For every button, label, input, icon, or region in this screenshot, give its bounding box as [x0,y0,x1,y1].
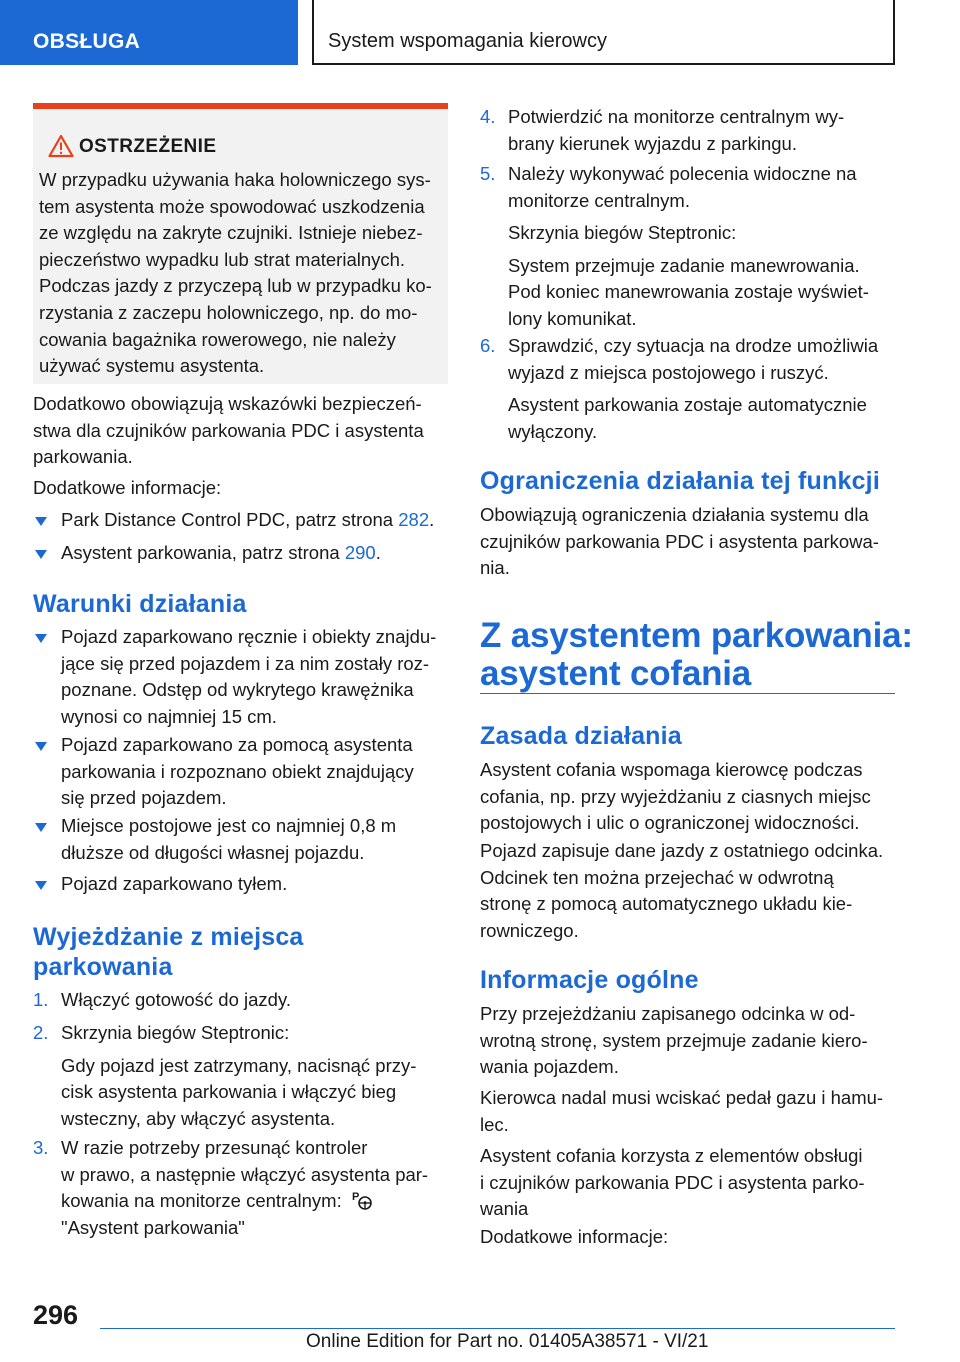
step-item [33,1135,448,1245]
warning-line: W przypadku używania haka holowniczego sys- [39,169,431,190]
step-item [480,104,895,159]
condition-item [33,732,448,814]
text-line: Pojazd zaparkowano ręcznie i obiekty znajdu- [61,626,437,647]
text-line: Gdy pojazd jest zatrzymany, nacisnąć przy- [61,1054,417,1076]
principle-paragraph [480,757,895,837]
text-line: Potwierdzić na monitorze centralnym wy- [508,106,845,127]
warning-title: OSTRZEŻENIE [79,136,217,157]
step-number: 6. [480,335,496,356]
step-text [508,161,898,333]
text-line: stwa dla czujników parkowania PDC i asystenta [33,419,424,441]
text-line: się przed pojazdem. [61,787,227,809]
text-line: cofania, np. przy wyjeżdżaniu z ciasnych miejsc [480,785,871,807]
text-line: postojowych i ulic o ograniczonej widoczności. [480,812,860,834]
warning-line: ze względu na zakryte czujniki. Istnieje niebez- [39,222,423,244]
conditions-heading: Warunki działania [33,590,247,618]
page-number: 296 [33,1300,79,1330]
text-line: stronę z pomocą automatycznego układu kie- [480,893,853,915]
step-subtext [508,253,898,333]
more-info-label: Dodatkowe informacje: [480,1226,669,1247]
section-tab [0,0,298,65]
condition-item [33,813,448,868]
step-number: 1. [33,989,49,1010]
exit-heading [33,922,304,982]
heading-line: Wyjeżdżanie z miejsca [33,923,304,951]
text-line [61,1188,451,1215]
text-line: Odcinek ten można przejechać w odwrotną [480,866,834,888]
text-line: lony komunikat. [508,307,637,329]
condition-text [61,813,451,866]
reference-item [33,540,448,567]
text-line: i czujników parkowania PDC i asystenta parko- [480,1171,865,1193]
text-line: dłuższe od długości własnej pojazdu. [61,841,365,863]
condition-text [61,871,451,898]
principle-paragraph [480,838,895,944]
bullet-triangle-icon [33,871,47,898]
text-line: rowniczego. [480,919,579,941]
text-line: Asystent parkowania zostaje automatycznie [508,394,867,416]
warning-line: tem asystenta może spowodować uszkodzenia [39,195,425,217]
warning-line: pieczeństwo wypadku lub strat materialnych. [39,248,406,270]
text-line: Miejsce postojowe jest co najmniej 0,8 m [61,815,397,836]
footer-divider [100,1328,895,1329]
bullet-triangle-icon [33,624,47,651]
text-line: parkowania. [33,446,133,468]
page-link-282[interactable]: 282 [398,509,430,530]
reference-end: . [375,542,381,563]
section-title: OBSŁUGA [33,30,141,53]
text-line: jące się przed pojazdem i za nim zostały roz- [61,652,430,674]
warning-header [33,134,448,164]
warning-line: Podczas jazdy z przyczepą lub w przypadku ko- [39,275,432,297]
text-line: wyłączony. [508,420,598,442]
text-line: Asystent cofania wspomaga kierowcę podczas [480,759,863,780]
text-line: parkowania i rozpoznano obiekt znajdujący [61,760,414,782]
text-line: System przejmuje zadanie manewrowania. [508,254,860,276]
chapter-title: System wspomagania kierowcy [328,30,607,52]
step-subtext [61,1053,451,1133]
text-line: W razie potrzeby przesunąć kontroler [61,1137,368,1158]
warning-triangle-icon [48,134,74,158]
safety-intro [33,391,448,471]
text-line: Skrzynia biegów Steptronic: [61,1022,290,1043]
step-text [508,333,898,445]
step-number: 4. [480,106,496,127]
text-line: w prawo, a następnie włączyć asystenta par- [61,1163,429,1185]
heading-line: parkowania [33,953,173,981]
condition-text [61,732,451,812]
reference-end: . [429,509,435,530]
general-paragraph [480,1085,895,1138]
principle-heading: Zasada działania [480,722,682,750]
condition-item [33,871,448,898]
reference-text [61,507,451,534]
text-line: wynosi co najmniej 15 cm. [61,705,277,727]
general-heading: Informacje ogólne [480,966,699,994]
step-text [61,1135,451,1241]
edition-note: Online Edition for Part no. 01405A38571 - VI/21 [306,1331,709,1352]
step-text [508,104,898,157]
general-paragraph [480,1001,895,1081]
more-info-label: Dodatkowe informacje: [33,477,222,498]
condition-text [61,624,451,730]
text-line: Skrzynia biegów Steptronic: [508,222,737,244]
text-line: wrotną stronę, system przejmuje zadanie kiero- [480,1029,868,1051]
bullet-triangle-icon [33,507,47,534]
step-item [33,1020,448,1130]
warning-text [39,167,444,380]
step-text [61,987,451,1014]
text-line: lec. [480,1113,509,1135]
page-link-290[interactable]: 290 [344,542,376,563]
warning-line: używać systemu asystenta. [39,355,265,377]
reference-text [61,540,451,567]
text-line: czujników parkowania PDC i asystenta parkowa- [480,530,879,552]
text-line: nia. [480,557,510,579]
bullet-triangle-icon [33,813,47,840]
limits-heading: Ograniczenia działania tej funkcji [480,467,880,495]
warning-box [33,103,448,384]
text-line: wania [480,1198,529,1220]
reference-label: Park Distance Control PDC, patrz strona [61,509,399,530]
warning-line: rzystania z zaczepu holowniczego, np. do mo- [39,301,418,323]
text-line: Asystent cofania korzysta z elementów obsługi [480,1145,863,1166]
condition-item [33,624,448,734]
text-line: Należy wykonywać polecenia widoczne na [508,163,857,184]
heading-line: Z asystentem parkowania: [480,616,913,655]
text-line: Pojazd zaparkowano tyłem. [61,873,288,894]
step-item [480,333,895,443]
text-line: Pojazd zaparkowano za pomocą asystenta [61,734,413,755]
text-line: brany kierunek wyjazdu z parkingu. [508,132,797,154]
text-line: Pod koniec manewrowania zostaje wyświet- [508,281,869,303]
general-paragraph [480,1143,895,1223]
step-number: 3. [33,1137,49,1158]
text-span: kowania na monitorze centralnym: [61,1190,347,1212]
text-line: Włączyć gotowość do jazdy. [61,989,291,1010]
step-subtext [508,392,898,445]
bullet-triangle-icon [33,540,47,567]
text-line: monitorze centralnym. [508,189,690,211]
warning-line: cowania bagażnika rowerowego, nie należy [39,328,396,350]
text-line: cisk asystenta parkowania i włączyć bieg [61,1081,397,1103]
text-line: "Asystent parkowania" [61,1216,245,1238]
text-line: wania pojazdem. [480,1056,619,1078]
text-line: Pojazd zapisuje dane jazdy z ostatniego odcinka. [480,840,884,861]
bullet-triangle-icon [33,732,47,759]
chapter-tab [312,0,895,65]
text-line: Dodatkowo obowiązują wskazówki bezpieczeń- [33,393,422,414]
svg-text:P: P [351,1191,360,1204]
reference-label: Asystent parkowania, patrz strona [61,542,345,563]
text-line: Obowiązują ograniczenia działania systemu dla [480,504,869,525]
heading-divider [480,693,895,694]
heading-line: asystent cofania [480,654,752,693]
park-assist-icon [351,1189,373,1211]
step-item [33,987,448,1014]
main-heading [480,617,913,693]
text-line: wyjazd z miejsca postojowego i ruszyć. [508,361,829,383]
step-item [480,161,895,336]
text-line: Sprawdzić, czy sytuacja na drodze umożliwia [508,335,879,356]
limits-text [480,502,895,582]
text-line: Kierowca nadal musi wciskać pedał gazu i hamu- [480,1087,884,1108]
step-number: 5. [480,163,496,184]
text-line: poznane. Odstęp od wykrytego krawężnika [61,679,414,701]
step-number: 2. [33,1022,49,1043]
step-text [61,1020,451,1132]
text-line: wsteczny, aby włączyć asystenta. [61,1107,336,1129]
reference-item [33,507,448,534]
text-line: Przy przejeżdżaniu zapisanego odcinka w od- [480,1003,856,1024]
